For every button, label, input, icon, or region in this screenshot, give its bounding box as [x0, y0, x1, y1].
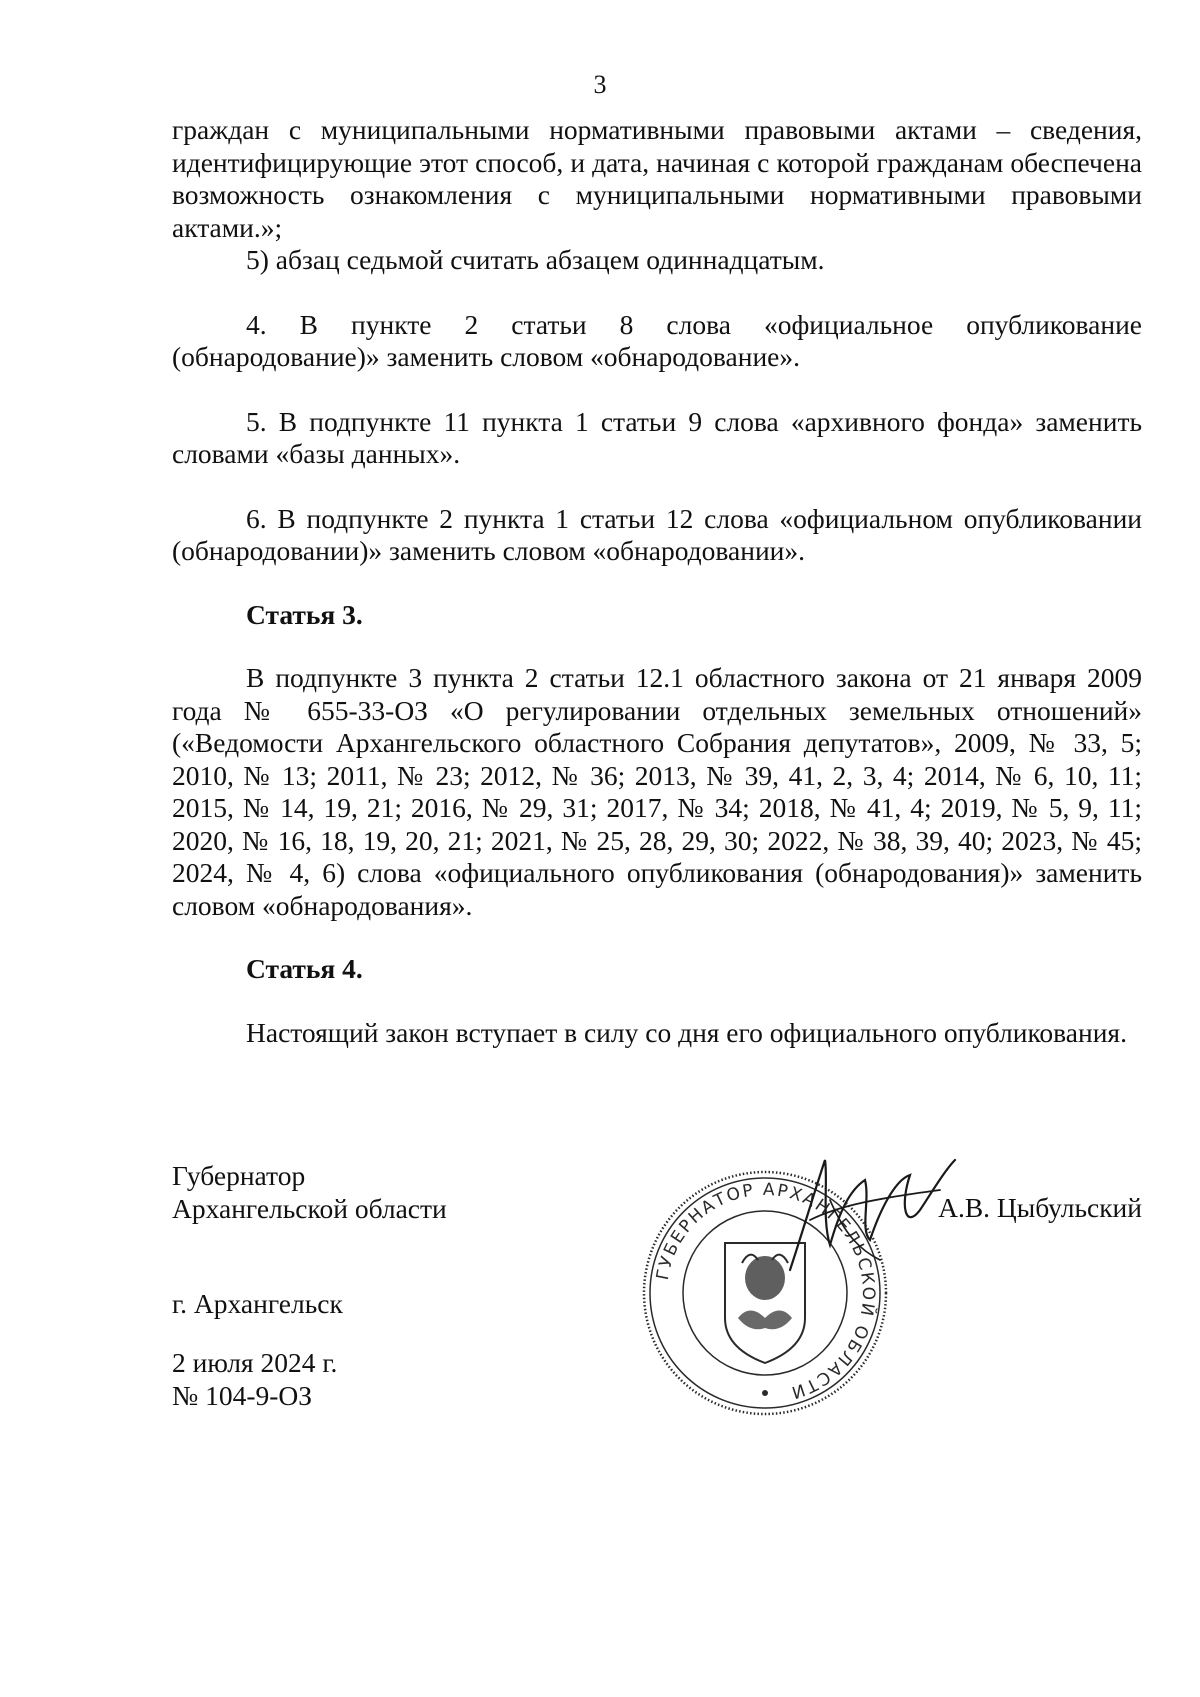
- article-4-text: Настоящий закон вступает в силу со дня его официального опубликования.: [246, 1016, 1127, 1048]
- signer-name: А.В. Цыбульский: [938, 1192, 1142, 1223]
- paragraph-point-4: 4. В пункте 2 статьи 8 слова «официальное опубликование (обнародование)» заменить словом «обнародование».: [172, 308, 1142, 372]
- paragraph-point-6: 6. В подпункте 2 пункта 1 статьи 12 слова «официальном опубликовании (обнародовании)» заменить словом «обнародовании».: [172, 502, 1142, 566]
- document-body: [172, 114, 1142, 1049]
- city: г. Архангельск: [172, 1288, 343, 1319]
- paragraph-item-5: 5) абзац седьмой считать абзацем одиннадцатым.: [246, 244, 825, 275]
- law-number: № 104-9-ОЗ: [172, 1379, 313, 1411]
- paragraph-continuation: граждан с муниципальными нормативными правовыми актами – сведения, идентифицирующие этот способ, и дата, начиная с которой гражданам обеспечена возможность ознакомления с муниципальными нормативными правовыми актами.»;: [172, 114, 1142, 243]
- paragraph-point-5: 5. В подпункте 11 пункта 1 статьи 9 слова «архивного фонда» заменить словами «базы данных».: [172, 405, 1142, 469]
- article-3-heading: Статья 3.: [246, 598, 363, 630]
- seal-text: ГУБЕРНАТОР АРХАНГЕЛЬСКОЙ ОБЛАСТИ: [652, 1179, 879, 1403]
- law-date: 2 июля 2024 г.: [172, 1347, 338, 1378]
- handwritten-signature: [770, 1150, 960, 1280]
- article-4-heading: Статья 4.: [246, 953, 363, 984]
- signer-position-line1: Губернатор: [172, 1160, 306, 1191]
- date-block: [172, 1347, 337, 1412]
- page-number: 3: [593, 70, 607, 99]
- signer-position: [172, 1160, 447, 1225]
- signer-position-line2: Архангельской области: [172, 1192, 447, 1224]
- article-3-text: В подпункте 3 пункта 2 статьи 12.1 областного закона от 21 января 2009 года № 655-33-ОЗ «О регулировании отдельных земельных отношений» («Ведомости Архангельского областного Собрания депутатов», 2009, № 33, 5; 2010, № 13; 2011, № 23; 2012, № 36; 2013, № 39, 41, 2, 3, 4; 2014, № 6, 10, 11; 2015, № 14, 19, 21; 2016, № 29, 31; 2017, № 34; 2018, № 41, 4; 2019, № 5, 9, 11; 2020, № 16, 18, 19, 20, 21; 2021, № 25, 28, 29, 30; 2022, № 38, 39, 40; 2023, № 45; 2024, № 4, 6) слова «официального опубликования (обнародования)» заменить словом «обнародования».: [172, 662, 1142, 921]
